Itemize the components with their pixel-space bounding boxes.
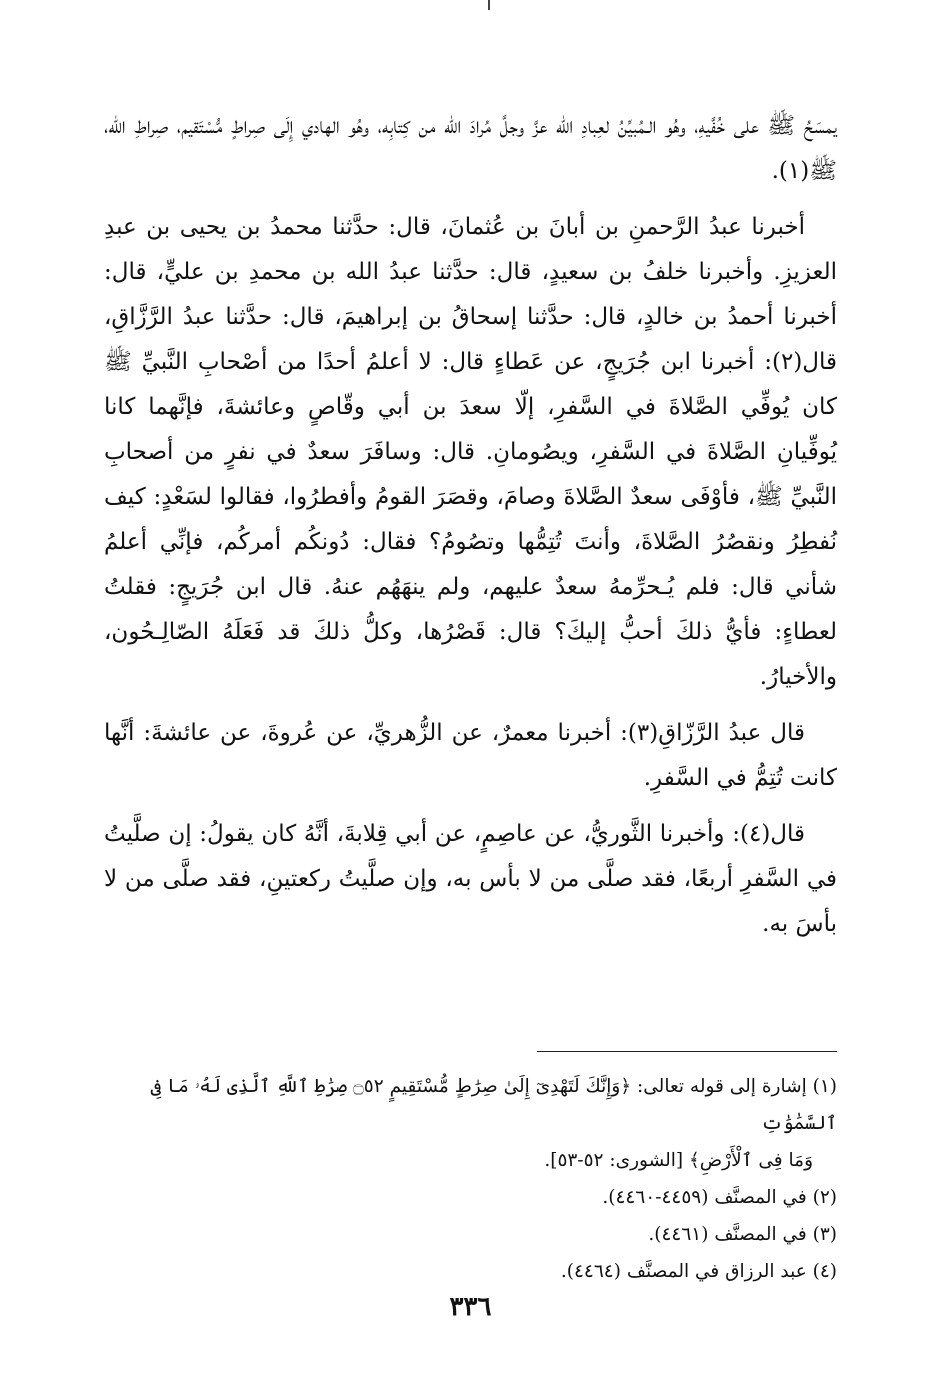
footnote-divider [537,1051,837,1052]
main-text [104,104,837,958]
footnote-3: (٣) في المصنَّف (٤٤٦١). [648,1224,837,1245]
paragraph-4: قال(٤): وأخبرنا الثَّوريُّ، عن عاصِمٍ، عن أبي قِلابةَ، أنَّهُ كان يقولُ: إن صلَّيتُ في السَّفرِ أربعًا، فقد صلَّى من لا بأس به، وإن صلَّيتُ ركعتينِ، فقد صلَّى من لا بأسَ به. [104,821,837,937]
footnote-4: (٤) عبد الرزاق في المصنَّف (٤٤٦٤). [560,1261,837,1282]
footnote-1: (١) إشارة إلى قوله تعالى: ﴿وَإِنَّكَ لَتَهْدِىٓ إِلَىٰ صِرَٰطٍ مُّسْتَقِيمٍ ۝٥٢ صِرَٰطِ ٱللَّهِ ٱلَّذِى لَهُۥ مَا فِى ٱلسَّمَٰوَٰتِ [150,1076,837,1134]
footnote-1-continuation: وَمَا فِى ٱلْأَرْضِ﴾ [الشورى: ٥٢-٥٣]. [544,1150,813,1171]
footnotes [104,1068,837,1290]
paragraph-3: قال عبدُ الرَّزّاقِ(٣): أخبرنا معمرٌ، عن الزُّهريِّ، عن عُروةَ، عن عائشةَ: أنَّها كانت تُتِمُّ في السَّفرِ. [104,720,837,791]
top-crop-mark [488,0,490,10]
paragraph-2: أخبرنا عبدُ الرَّحمنِ بن أبانَ بن عُثمانَ، قال: حدَّثنا محمدُ بن يحيى بن عبدِ العزيزِ. وأخبرنا خلفُ بن سعيدٍ، قال: حدَّثنا عبدُ الله بن محمدِ بن عليٍّ، قال: أخبرنا أحمدُ بن خالدٍ، قال: حدَّثنا إسحاقُ بن إبراهيمَ، قال: حدَّثنا عبدُ الرَّزَّاقِ، قال(٢): أخبرنا ابن جُرَيجٍ، عن عَطاءٍ قال: لا أعلمُ أحدًا من أصْحابِ النَّبيِّ ﷺ كان يُوفِّي الصَّلاةَ في السَّفرِ، إلّا سعدَ بن أبي وقّاصٍ وعائشةَ، فإنَّهما كانا يُوفِّيانِ الصَّلاةَ في السَّفرِ، ويصُومانِ. قال: وسافَرَ سعدٌ في نفرٍ من أصحابِ النَّبيِّ ﷺ، فأوْفَى سعدٌ الصَّلاةَ وصامَ، وقصَرَ القومُ وأفطرُوا، فقالوا لسَعْدٍ: كيف نُفطِرُ ونقصُرُ الصَّلاةَ، وأنتَ تُتِمُّها وتصُومُ؟ فقال: دُونكُم أمركُم، فإنِّي أعلمُ شأني قال: فلم يُـحرِّمهُ سعدٌ عليهم، ولم ينهَهُم عنهُ. قال ابن جُرَيجٍ: فقلتُ لعطاءٍ: فأيُّ ذلكَ أحبُّ إليكَ؟ قال: قَصْرُها، وكلُّ ذلكَ قد فَعَلَهُ الصّالِـحُون، والأخيارُ. [104,214,837,690]
footnote-2: (٢) في المصنَّف (٤٤٥٩-٤٤٦٠). [602,1187,837,1208]
paragraph-1: يمسَحُ ﷺ على خُفَّيهِ، وهُو الـمُبيِّنُ لعِبادِ الله عزَّ وجلَّ مُرادَ الله من كِتابِه، وهُو الهادي إِلَى صِراطٍ مُّسْتَقيم، صِراطِ الله، ﷺ(١). [104,113,837,184]
page-number: ٣٣٦ [449,1292,492,1322]
